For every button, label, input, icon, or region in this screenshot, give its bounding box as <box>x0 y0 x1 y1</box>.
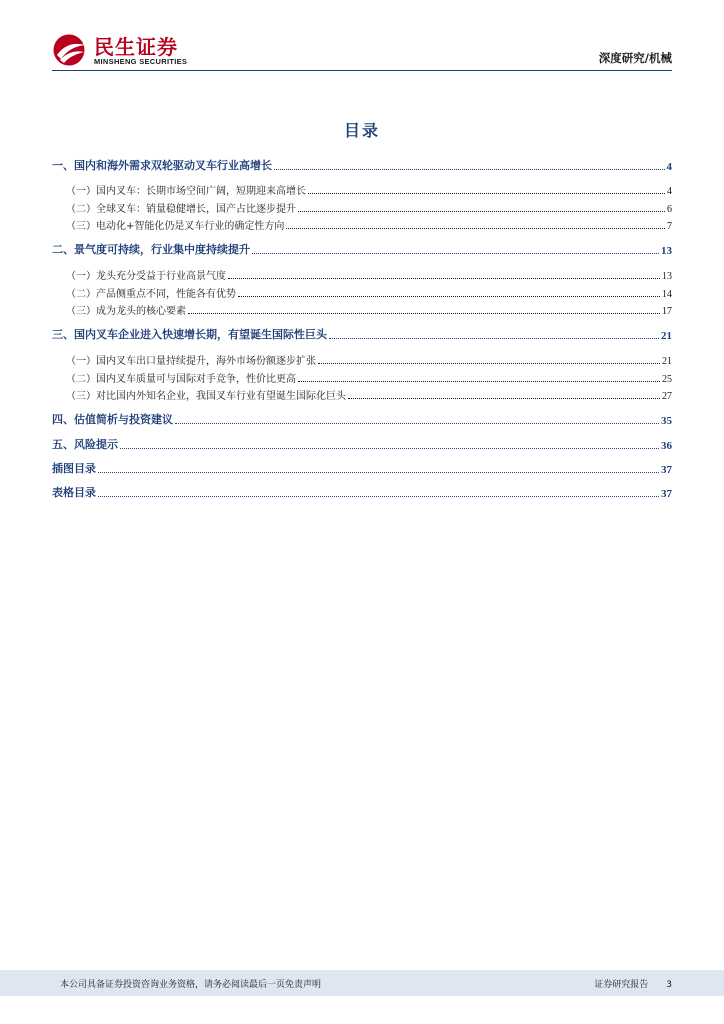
toc-entry-label: 插图目录 <box>52 462 96 475</box>
page-header <box>52 30 672 70</box>
toc-entry-page: 35 <box>661 415 672 427</box>
toc-entry-label: 四、估值简析与投资建议 <box>52 413 173 426</box>
toc-entry-label: （二）国内叉车质量可与国际对手竞争，性价比更高 <box>66 374 296 385</box>
toc-section-entry[interactable] <box>52 157 672 173</box>
toc-section-entry[interactable] <box>52 326 672 342</box>
brand-logo <box>52 30 272 70</box>
toc-entry-label: （一）国内叉车：长期市场空间广阔，短期迎来高增长 <box>66 186 306 197</box>
toc-entry-page: 4 <box>667 186 672 197</box>
toc-entry-page: 14 <box>662 289 672 300</box>
toc-entry-label: 一、国内和海外需求双轮驱动叉车行业高增长 <box>52 159 272 172</box>
toc-entry-page: 25 <box>662 374 672 385</box>
toc-section-entry[interactable] <box>52 484 672 500</box>
toc-entry-page: 21 <box>662 356 672 367</box>
toc-subsection-entry[interactable] <box>52 386 672 402</box>
toc-leader-dots <box>329 337 659 339</box>
toc-entry-page: 6 <box>667 204 672 215</box>
toc-entry-label: （三）对比国内外知名企业，我国叉车行业有望诞生国际化巨头 <box>66 391 346 402</box>
toc-leader-dots <box>308 192 665 194</box>
toc-subsection-entry[interactable] <box>52 181 672 197</box>
toc-entry-page: 13 <box>662 271 672 282</box>
toc-leader-dots <box>188 312 660 314</box>
toc-subsection-entry[interactable] <box>52 369 672 385</box>
toc-subsection-entry[interactable] <box>52 216 672 232</box>
report-category: 深度研究/机械 <box>598 51 672 65</box>
toc-subsection-entry[interactable] <box>52 199 672 215</box>
toc-leader-dots <box>175 422 659 424</box>
toc-leader-dots <box>120 447 659 449</box>
toc-entry-label: （一）龙头充分受益于行业高景气度 <box>66 271 226 282</box>
toc-entry-label: 表格目录 <box>52 486 96 499</box>
minsheng-logo-icon <box>52 33 88 67</box>
toc-entry-label: （二）产品侧重点不同，性能各有优势 <box>66 289 236 300</box>
footer-right <box>594 977 672 990</box>
toc-title: 目录 <box>343 121 380 140</box>
toc-entry-page: 37 <box>661 464 672 476</box>
toc-leader-dots <box>298 210 665 212</box>
toc-section-entry[interactable] <box>52 241 672 257</box>
toc-leader-dots <box>286 227 665 229</box>
toc-leader-dots <box>228 277 660 279</box>
toc-leader-dots <box>274 168 665 170</box>
toc-section-entry[interactable] <box>52 460 672 476</box>
toc-section-entry[interactable] <box>52 436 672 452</box>
toc-entry-label: （二）全球叉车：销量稳健增长，国产占比逐步提升 <box>66 204 296 215</box>
toc-entry-page: 27 <box>662 391 672 402</box>
toc-entry-label: （三）电动化+智能化仍是叉车行业的确定性方向 <box>66 221 285 232</box>
toc-leader-dots <box>252 252 659 254</box>
toc-entry-label: 五、风险提示 <box>52 438 118 451</box>
toc-entry-page: 37 <box>661 488 672 500</box>
toc-entry-page: 13 <box>661 245 672 257</box>
toc-entry-label: 三、国内叉车企业进入快速增长期，有望诞生国际性巨头 <box>52 328 327 341</box>
toc-leader-dots <box>98 471 659 473</box>
toc-subsection-entry[interactable] <box>52 284 672 300</box>
toc-leader-dots <box>348 397 660 399</box>
toc-section-entry[interactable] <box>52 411 672 427</box>
toc-entry-page: 36 <box>661 440 672 452</box>
toc-leader-dots <box>98 495 659 497</box>
toc-entry-page: 17 <box>662 306 672 317</box>
toc-entry-page: 21 <box>661 330 672 342</box>
toc-entry-label: 二、景气度可持续，行业集中度持续提升 <box>52 243 250 256</box>
page-footer <box>0 970 724 996</box>
footer-disclaimer: 本公司具备证券投资咨询业务资格，请务必阅读最后一页免责声明 <box>60 980 322 990</box>
toc-subsection-entry[interactable] <box>52 266 672 282</box>
toc-subsection-entry[interactable] <box>52 351 672 367</box>
toc-entry-label: （三）成为龙头的核心要素 <box>66 306 186 317</box>
toc-subsection-entry[interactable] <box>52 301 672 317</box>
brand-name-en: MINSHENG SECURITIES <box>94 57 188 66</box>
toc-leader-dots <box>238 295 660 297</box>
brand-name-cn: 民生证券 <box>94 35 178 59</box>
toc-entry-page: 7 <box>667 221 672 232</box>
toc-leader-dots <box>298 380 660 382</box>
toc-entry-label: （一）国内叉车出口量持续提升，海外市场份额逐步扩张 <box>66 356 316 367</box>
toc-leader-dots <box>318 362 660 364</box>
toc-entry-page: 4 <box>666 161 672 173</box>
footer-report-type: 证券研究报告 <box>594 980 649 990</box>
header-divider <box>52 70 672 71</box>
footer-page-number: 3 <box>666 980 672 990</box>
